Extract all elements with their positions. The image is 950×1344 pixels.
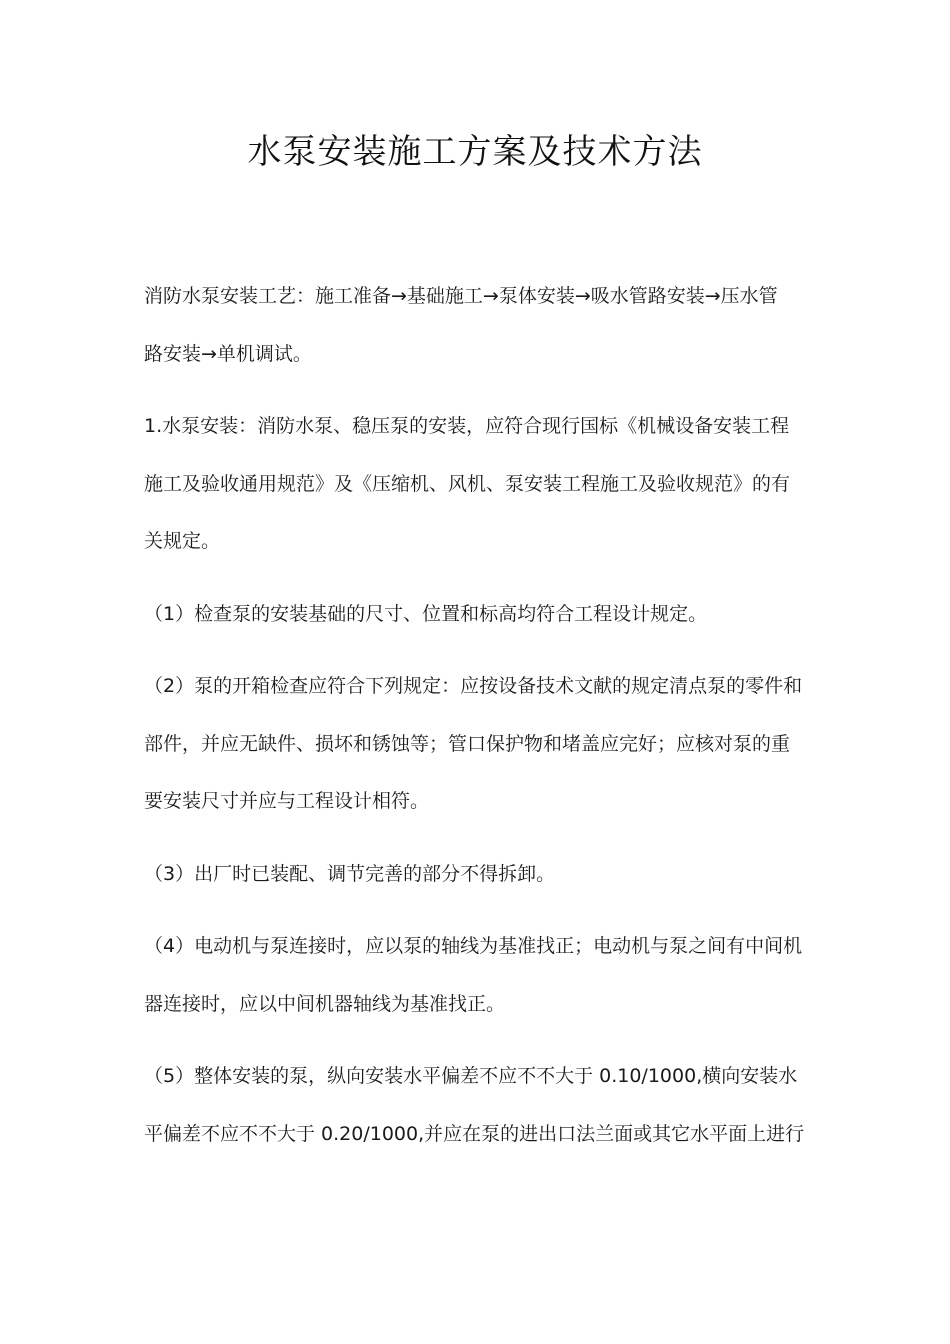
paragraph-item-2 (144, 658, 814, 831)
paragraph-line: 路安装→单机调试。 (144, 342, 312, 365)
paragraph-item-1 (144, 586, 814, 644)
paragraph-item-4 (144, 918, 814, 1033)
paragraph-pump-installation (144, 398, 814, 571)
paragraph-line: （1）检查泵的安装基础的尺寸、位置和标高均符合工程设计规定。 (144, 602, 708, 625)
paragraph-line: 要安装尺寸并应与工程设计相符。 (144, 790, 430, 812)
paragraph-line: 器连接时，应以中间机器轴线为基准找正。 (144, 992, 506, 1015)
paragraph-line: 1.水泵安装：消防水泵、稳压泵的安装，应符合现行国标《机械设备安装工程 (144, 415, 790, 437)
paragraph-item-5 (144, 1048, 814, 1163)
document-body (144, 268, 814, 1178)
paragraph-line: （5）整体安装的泵，纵向安装水平偏差不应不不大于 0.10/1000,横向安装水 (144, 1065, 798, 1087)
paragraph-line: （2）泵的开箱检查应符合下列规定：应按设备技术文献的规定清点泵的零件和 (144, 675, 803, 697)
paragraph-line: （4）电动机与泵连接时，应以泵的轴线为基准找正；电动机与泵之间有中间机 (144, 935, 803, 957)
document-title: 水泵安装施工方案及技术方法 (247, 132, 703, 172)
paragraph-line: 消防水泵安装工艺：施工准备→基础施工→泵体安装→吸水管路安装→压水管 (144, 285, 778, 307)
paragraph-line: 部件，并应无缺件、损坏和锈蚀等；管口保护物和堵盖应完好；应核对泵的重 (144, 732, 791, 755)
paragraph-line: 关规定。 (144, 530, 221, 552)
paragraph-line: （3）出厂时已装配、调节完善的部分不得拆卸。 (144, 862, 556, 885)
paragraph-item-3 (144, 846, 814, 904)
paragraph-process (144, 268, 814, 383)
paragraph-line: 施工及验收通用规范》及《压缩机、风机、泵安装工程施工及验收规范》的有 (144, 472, 791, 495)
paragraph-line: 平偏差不应不不大于 0.20/1000,并应在泵的进出口法兰面或其它水平面上进行 (144, 1122, 805, 1145)
